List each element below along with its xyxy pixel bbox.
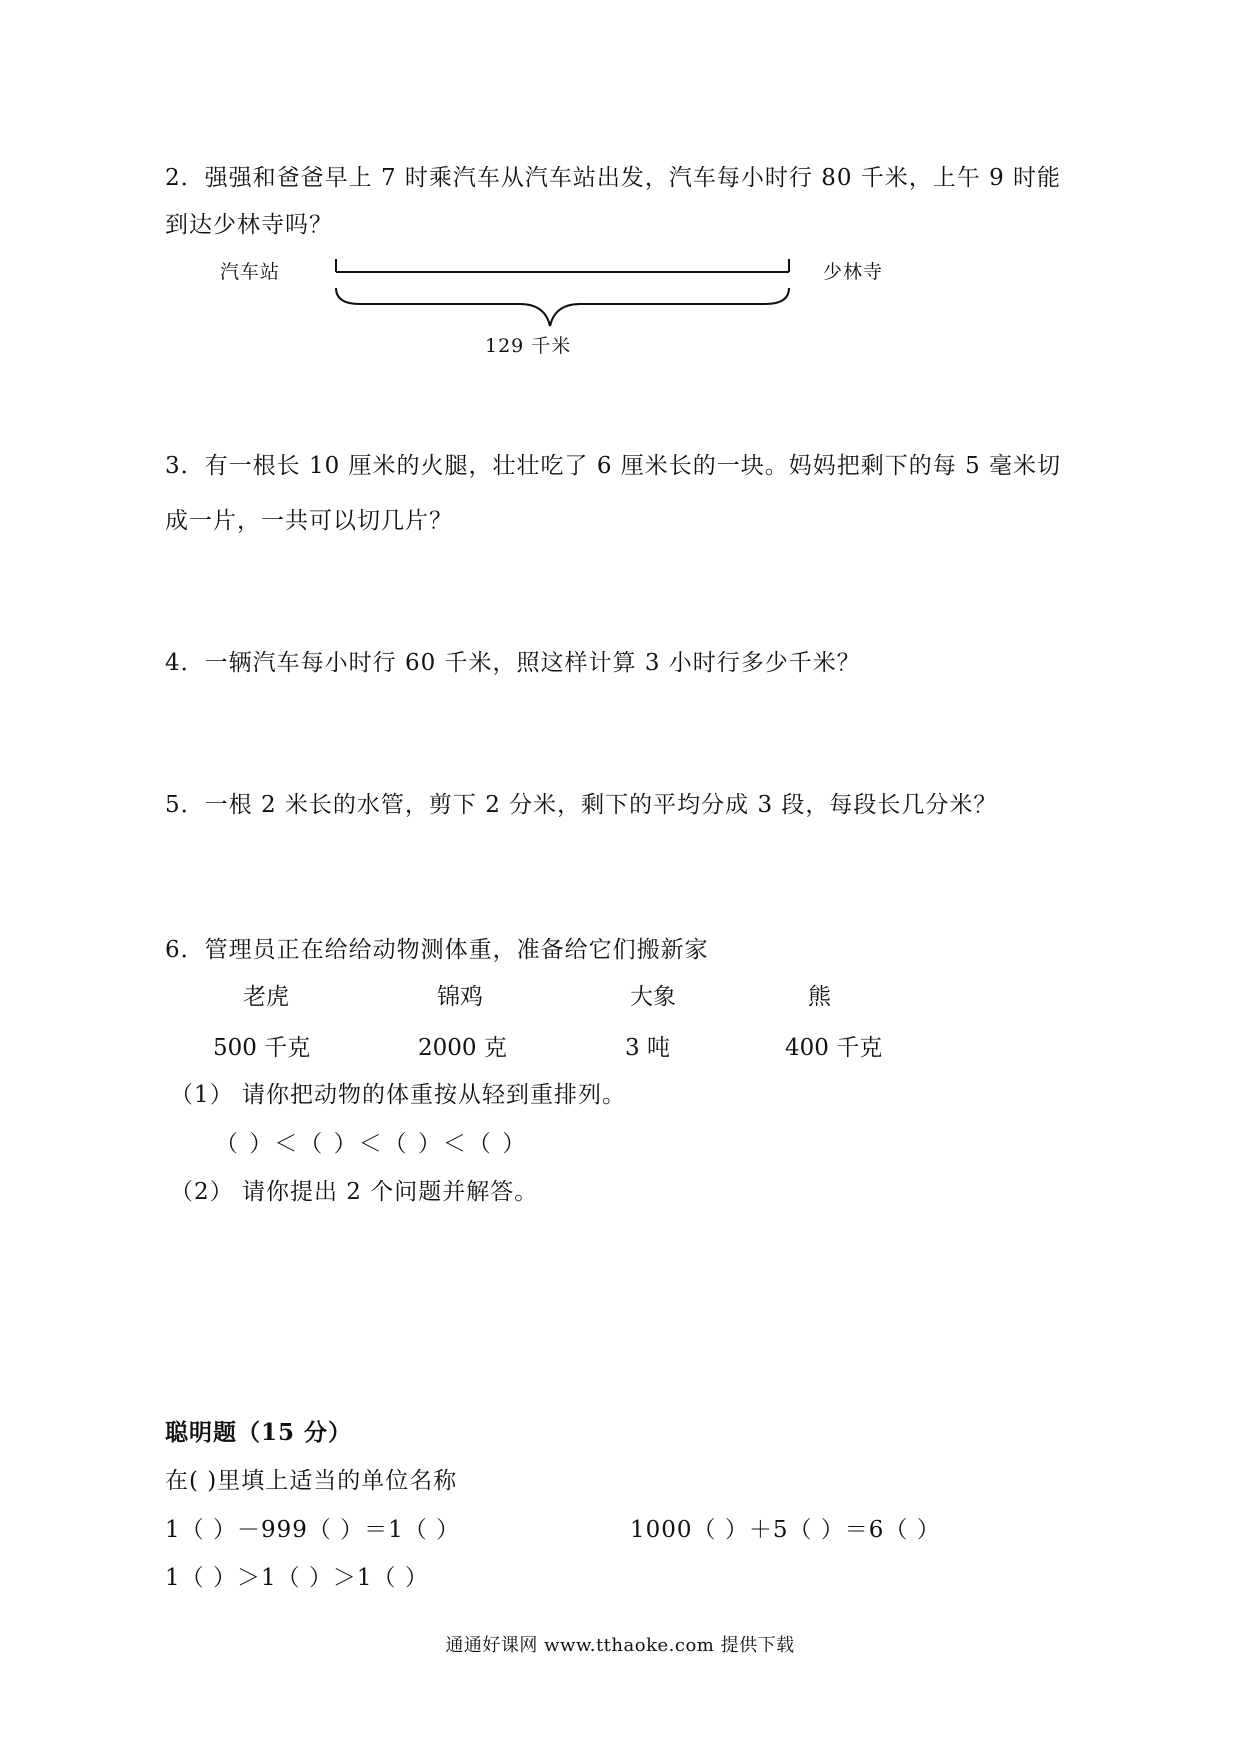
bonus-eq2: 1000（ ）＋5（ ）＝6（ ）	[630, 1517, 941, 1543]
q4-line1: 4．一辆汽车每小时行 60 千米，照这样计算 3 小时行多少千米？	[165, 650, 861, 676]
q6-order-line: （ ）＜（ ）＜（ ）＜（ ）	[215, 1131, 528, 1157]
animal-name-pheasant: 锦鸡	[437, 984, 483, 1010]
q6-line1: 6．管理员正在给给动物测体重，准备给它们搬新家	[165, 937, 709, 963]
bonus-title: 聪明题（15 分）	[165, 1419, 353, 1446]
diagram-distance-label: 129 千米	[485, 335, 572, 357]
q6-sub1: （1） 请你把动物的体重按从轻到重排列。	[170, 1082, 626, 1108]
q6-sub2: （2） 请你提出 2 个问题并解答。	[170, 1179, 539, 1205]
q3-line2: 成一片，一共可以切几片？	[165, 508, 453, 534]
bonus-eq3: 1（ ）＞1（ ）＞1（ ）	[165, 1565, 429, 1591]
animal-weight-elephant: 3 吨	[625, 1035, 670, 1061]
bonus-eq1: 1（ ）－999（ ）＝1（ ）	[165, 1517, 461, 1543]
q3-line1: 3．有一根长 10 厘米的火腿，壮壮吃了 6 厘米长的一块。妈妈把剩下的每 5 毫米切	[165, 453, 1062, 479]
animal-name-elephant: 大象	[630, 984, 676, 1010]
diagram-end-label: 少林寺	[823, 261, 884, 283]
q2-line2: 到达少林寺吗？	[165, 212, 333, 238]
animal-name-tiger: 老虎	[243, 984, 289, 1010]
animal-name-bear: 熊	[808, 984, 831, 1010]
bonus-instruction: 在( )里填上适当的单位名称	[165, 1468, 458, 1494]
q5-line1: 5．一根 2 米长的水管，剪下 2 分米，剩下的平均分成 3 段，每段长几分米？	[165, 792, 998, 818]
q2-line1: 2．强强和爸爸早上 7 时乘汽车从汽车站出发，汽车每小时行 80 千米，上午 9 时能	[165, 165, 1062, 191]
animal-weight-tiger: 500 千克	[213, 1035, 311, 1061]
animal-weight-bear: 400 千克	[785, 1035, 883, 1061]
animal-weight-pheasant: 2000 克	[418, 1035, 507, 1061]
page-footer: 通通好课网 www.tthaoke.com 提供下载	[445, 1635, 795, 1656]
diagram-start-label: 汽车站	[220, 261, 281, 283]
distance-brace	[336, 288, 789, 326]
